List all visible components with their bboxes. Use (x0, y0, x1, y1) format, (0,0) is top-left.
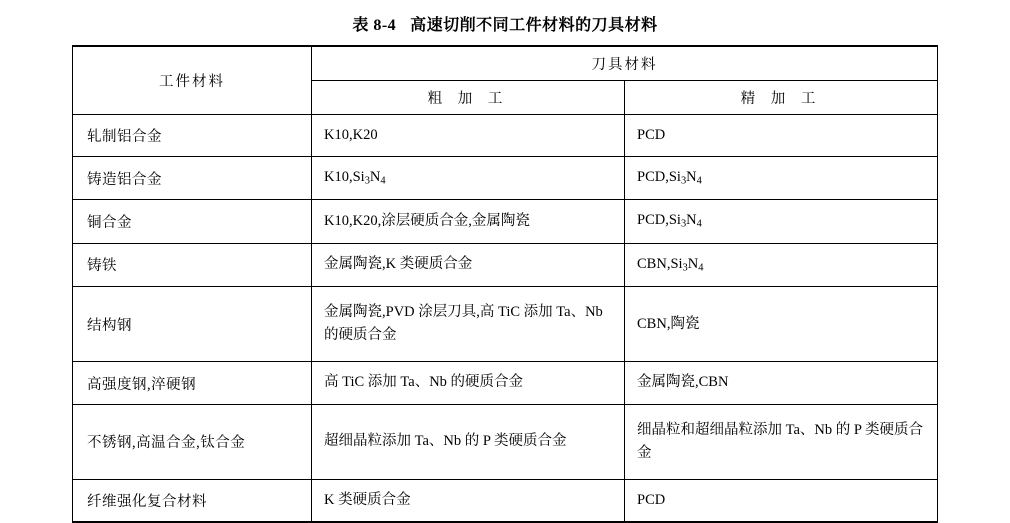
tool-material-table (72, 45, 938, 523)
table-row (73, 480, 938, 523)
cell-rough: 金属陶瓷,K 类硬质合金 (312, 243, 625, 286)
table-row (73, 200, 938, 243)
table-row (73, 404, 938, 479)
table-header-row-1 (73, 46, 938, 81)
cell-finish: $PCD,Si_3N_4$ (625, 157, 938, 200)
cell-workpiece: 纤维强化复合材料 (73, 480, 312, 523)
cell-finish: 金属陶瓷,CBN (625, 362, 938, 404)
header-rough-machining: 粗 加 工 (312, 81, 625, 115)
table-caption (0, 0, 1010, 45)
cell-workpiece: 轧制铝合金 (73, 115, 312, 157)
cell-finish: PCD (625, 115, 938, 157)
table-row (73, 287, 938, 362)
cell-rough: K 类硬质合金 (312, 480, 625, 523)
cell-workpiece: 高强度钢,淬硬钢 (73, 362, 312, 404)
cell-finish: PCD (625, 480, 938, 523)
cell-rough: K10,K20,涂层硬质合金,金属陶瓷 (312, 200, 625, 243)
table-row (73, 157, 938, 200)
header-finish-machining: 精 加 工 (625, 81, 938, 115)
cell-finish: $CBN,Si_3N_4$ (625, 243, 938, 286)
caption-title: 高速切削不同工件材料的刀具材料 (410, 17, 658, 34)
caption-number: 表 8-4 (352, 17, 397, 34)
cell-workpiece: 不锈钢,高温合金,钛合金 (73, 404, 312, 479)
cell-workpiece: 铜合金 (73, 200, 312, 243)
table-container (72, 45, 938, 523)
cell-rough: 高 TiC 添加 Ta、Nb 的硬质合金 (312, 362, 625, 404)
header-tool-material: 刀具材料 (312, 46, 938, 81)
header-workpiece: 工件材料 (73, 46, 312, 115)
cell-rough: K10,K20 (312, 115, 625, 157)
cell-finish: CBN,陶瓷 (625, 287, 938, 362)
cell-workpiece: 结构钢 (73, 287, 312, 362)
cell-workpiece: 铸铁 (73, 243, 312, 286)
cell-rough: 金属陶瓷,PVD 涂层刀具,高 TiC 添加 Ta、Nb 的硬质合金 (312, 287, 625, 362)
table-row (73, 362, 938, 404)
cell-finish: $PCD,Si_3N_4$ (625, 200, 938, 243)
cell-workpiece: 铸造铝合金 (73, 157, 312, 200)
cell-finish: 细晶粒和超细晶粒添加 Ta、Nb 的 P 类硬质合金 (625, 404, 938, 479)
cell-rough: $K10,Si_3N_4$ (312, 157, 625, 200)
table-row (73, 115, 938, 157)
table-row (73, 243, 938, 286)
cell-rough: 超细晶粒添加 Ta、Nb 的 P 类硬质合金 (312, 404, 625, 479)
